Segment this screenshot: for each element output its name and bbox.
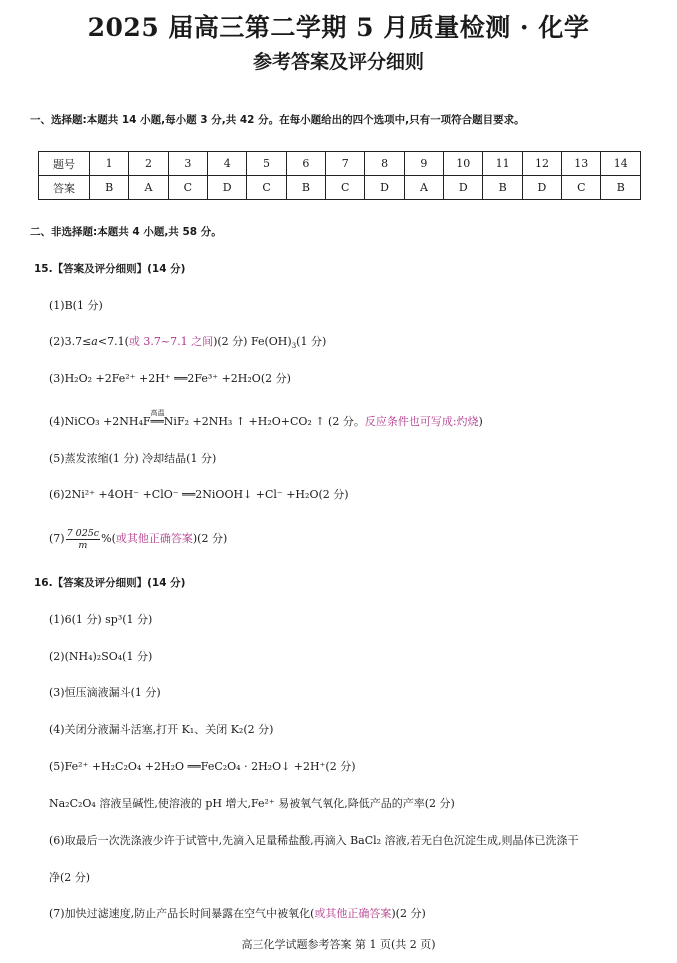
q15-answer-4 [49, 409, 483, 429]
q16-a7-end: )(2 分) [391, 907, 426, 920]
page-footer: 高三化学试题参考答案 第 1 页(共 2 页) [241, 938, 436, 951]
answer-cell: D [522, 176, 561, 200]
page-title: 2025 届高三第二学期 5 月质量检测 · 化学 [87, 13, 590, 42]
q15-answer-1: (1)B(1 分) [49, 299, 103, 312]
q15-a2-pre: (2)3.7≤ [49, 335, 92, 348]
q16-answer-5: (5)Fe²⁺ +H₂C₂O₄ +2H₂O ══FeC₂O₄ · 2H₂O↓ +2H⁺(2 分) [49, 760, 356, 773]
question-number: 11 [483, 152, 522, 176]
q16-answer-1: (1)6(1 分) sp³(1 分) [49, 613, 153, 626]
q16-answer-6-line1: (6)取最后一次洗涤液少许于试管中,先滴入足量稀盐酸,再滴入 BaCl₂ 溶液,若无白色沉淀生成,则晶体已洗涤干 [49, 834, 579, 847]
question-number: 14 [601, 152, 641, 176]
q15-a2-var: a [91, 335, 98, 348]
table-row-numbers [39, 152, 641, 176]
answer-cell: C [168, 176, 207, 200]
q15-answer-2 [49, 335, 326, 349]
row-label-question: 题号 [39, 152, 90, 176]
q16-a7-pre: (7)加快过滤速度,防止产品长时间暴露在空气中被氧化( [49, 907, 315, 920]
q16-answer-3: (3)恒压滴液漏斗(1 分) [49, 686, 161, 699]
q16-answer-4: (4)关闭分液漏斗活塞,打开 K₁、关闭 K₂(2 分) [49, 723, 274, 736]
q16-answer-2: (2)(NH₄)₂SO₄(1 分) [49, 650, 153, 663]
answer-cell: B [90, 176, 129, 200]
question-number: 12 [522, 152, 561, 176]
answer-cell: D [208, 176, 247, 200]
question-number: 4 [208, 152, 247, 176]
reaction-condition [150, 409, 165, 429]
row-label-answer: 答案 [39, 176, 90, 200]
question-number: 2 [129, 152, 168, 176]
answer-cell: C [562, 176, 601, 200]
answer-cell: A [404, 176, 443, 200]
answer-cell: B [601, 176, 641, 200]
q15-answer-5: (5)蒸发浓缩(1 分) 冷却结晶(1 分) [49, 452, 217, 465]
q15-heading: 15.【答案及评分细则】(14 分) [34, 263, 186, 275]
q15-a4-pre: (4)NiCO₃ +2NH₄F [49, 415, 151, 428]
answer-cell: D [444, 176, 483, 200]
q15-a4-end: ) [478, 415, 483, 428]
q15-a7-den: m [78, 539, 88, 551]
answer-cell: A [129, 176, 168, 200]
q15-answer-6: (6)2Ni²⁺ +4OH⁻ +ClO⁻ ══2NiOOH↓ +Cl⁻ +H₂O(2 分) [49, 488, 349, 501]
section2-heading: 二、非选择题:本题共 4 小题,共 58 分。 [30, 226, 222, 238]
q16-answer-6-line2: 净(2 分) [49, 871, 91, 884]
fraction [66, 528, 101, 551]
q15-a7-alt: 或其他正确答案 [115, 532, 193, 545]
answer-cell: C [247, 176, 286, 200]
table-row-answers [39, 176, 641, 200]
q15-a2-alt: 或 3.7~7.1 之间 [128, 335, 214, 348]
q16-heading: 16.【答案及评分细则】(14 分) [34, 577, 186, 589]
question-number: 3 [168, 152, 207, 176]
question-number: 9 [404, 152, 443, 176]
q15-a2-end: (1 分) [296, 335, 327, 348]
q15-a7-end: )(2 分) [192, 532, 228, 545]
q16-answer-7 [49, 907, 426, 921]
q15-a4-post: NiF₂ +2NH₃ ↑ +H₂O+CO₂ ↑ (2 分。 [163, 415, 365, 428]
q16-answer-5b: Na₂C₂O₄ 溶液呈碱性,使溶液的 pH 增大,Fe²⁺ 易被氧气氧化,降低产品的产率(2 分) [49, 797, 455, 810]
answer-table [38, 151, 641, 200]
q15-a7-num: 7 025c [66, 527, 100, 539]
question-number: 5 [247, 152, 286, 176]
question-number: 6 [286, 152, 325, 176]
question-number: 7 [326, 152, 365, 176]
q15-a2-mid: <7.1( [97, 335, 129, 348]
answer-cell: C [326, 176, 365, 200]
section1-heading: 一、选择题:本题共 14 小题,每小题 3 分,共 42 分。在每小题给出的四个选项中,只有一项符合题目要求。 [30, 114, 525, 126]
q15-a4-cond: 高温 [150, 409, 165, 417]
answer-cell: B [483, 176, 522, 200]
answer-cell: B [286, 176, 325, 200]
q15-a2-sub: 3 [291, 342, 297, 351]
question-number: 13 [562, 152, 601, 176]
q15-a7-pre: (7) [49, 532, 65, 545]
question-number: 1 [90, 152, 129, 176]
q15-a7-pct: %( [101, 532, 116, 545]
q16-a7-alt: 或其他正确答案 [314, 907, 392, 920]
q15-a2-post: )(2 分) Fe(OH) [213, 335, 292, 348]
question-number: 8 [365, 152, 404, 176]
question-number: 10 [444, 152, 483, 176]
q15-answer-3: (3)H₂O₂ +2Fe²⁺ +2H⁺ ══2Fe³⁺ +2H₂O(2 分) [49, 372, 291, 385]
q15-answer-7 [49, 526, 227, 552]
answer-cell: D [365, 176, 404, 200]
page-subtitle: 参考答案及评分细则 [252, 51, 424, 73]
q15-a4-arrow: ══ [150, 415, 164, 428]
q15-a4-note: 反应条件也可写成:灼烧 [364, 415, 479, 428]
